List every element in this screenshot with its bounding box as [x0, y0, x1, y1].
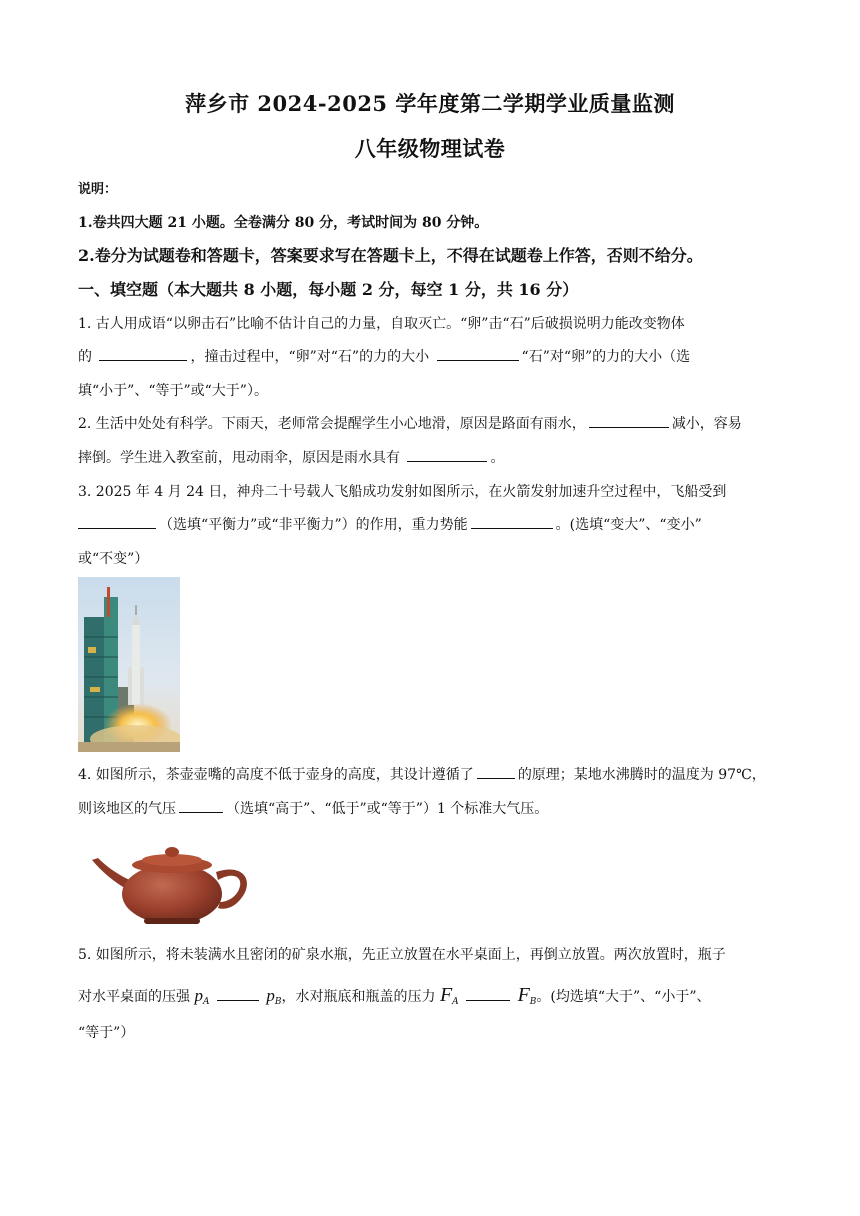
q4-text-c: 则该地区的气压 — [78, 801, 176, 817]
q1-line-1: 1. 古人用成语“以卵击石”比喻不估计自己的力量，自取灭亡。“卵”击“石”后破损说明力能改变物体 — [78, 316, 685, 332]
q5-line-3: “等于”） — [78, 1025, 135, 1041]
pressure-B-symbol: $p_B$ — [266, 986, 282, 1007]
notes-item-1: 1.卷共四大题 21 小题。全卷满分 80 分，考试时间为 80 分钟。 — [78, 215, 489, 231]
q2-line-1 — [78, 413, 742, 433]
q2-text-b: 减小，容易 — [671, 416, 742, 432]
q2-text-c: 摔倒。学生进入教室前，甩动雨伞，原因是雨水具有 — [78, 450, 400, 466]
q1-text-c: “石”对“卵”的力的大小（选 — [521, 349, 691, 365]
teapot-image — [88, 832, 254, 928]
q1-text-a: 的 — [78, 349, 92, 365]
notes-item-2: 2.卷分为试题卷和答题卡，答案要求写在答题卡上，不得在试题卷上作答，否则不给分。 — [78, 246, 703, 265]
q4-text-d: （选填“高于”、“低于”或“等于”）1 个标准大气压。 — [226, 801, 549, 817]
q3-text-a: （选填“平衡力”或“非平衡力”）的作用，重力势能 — [159, 517, 468, 533]
answer-blank[interactable] — [471, 514, 553, 529]
q1-text-b: ，撞击过程中，“卵”对“石”的力的大小 — [190, 349, 430, 365]
answer-blank[interactable] — [477, 764, 515, 779]
answer-blank[interactable] — [217, 986, 259, 1001]
q2-text-a: 2. 生活中处处有科学。下雨天，老师常会提醒学生小心地滑，原因是路面有雨水， — [78, 416, 586, 432]
answer-blank[interactable] — [78, 514, 156, 529]
answer-blank[interactable] — [179, 798, 223, 813]
section-heading: 一、填空题（本大题共 8 小题，每小题 2 分，每空 1 分，共 16 分） — [78, 280, 579, 299]
rocket-launch-image — [78, 577, 180, 752]
q5-text-b: ，水对瓶底和瓶盖的压力 — [281, 989, 436, 1005]
notes-label: 说明： — [78, 182, 118, 197]
q4-line-2 — [78, 798, 548, 818]
q3-line-1: 3. 2025 年 4 月 24 日，神舟二十号载人飞船成功发射如图所示，在火箭发射加速升空过程中，飞船受到 — [78, 484, 727, 500]
q4-text-b: 的原理；某地水沸腾时的温度为 97℃， — [517, 767, 766, 783]
q2-text-d: 。 — [490, 450, 505, 466]
answer-blank[interactable] — [466, 986, 510, 1001]
q2-line-2 — [78, 447, 504, 467]
answer-blank[interactable] — [437, 346, 519, 361]
q4-text-a: 4. 如图所示，茶壶壶嘴的高度不低于壶身的高度，其设计遵循了 — [78, 767, 474, 783]
q3-line-3: 或“不变”） — [78, 551, 149, 567]
q5-line-2 — [78, 984, 711, 1007]
q4-line-1 — [78, 764, 766, 784]
q5-text-a: 对水平桌面的压强 — [78, 989, 190, 1005]
q1-line-2 — [78, 346, 690, 366]
force-B-symbol: $F_B$ — [517, 984, 537, 1007]
q3-line-2 — [78, 514, 702, 534]
answer-blank[interactable] — [589, 413, 669, 428]
answer-blank[interactable] — [407, 447, 487, 462]
q5-text-c: 。(均选填“大于”、“小于”、 — [536, 989, 711, 1005]
q1-line-3: 填“小于”、“等于”或“大于”）。 — [78, 383, 268, 399]
exam-title: 萍乡市 2024-2025 学年度第二学期学业质量监测 — [185, 91, 675, 116]
answer-blank[interactable] — [99, 346, 187, 361]
q5-line-1: 5. 如图所示，将未装满水且密闭的矿泉水瓶，先正立放置在水平桌面上，再倒立放置。两次放置时，瓶子 — [78, 947, 726, 963]
force-A-symbol: $F_A$ — [439, 984, 459, 1007]
pressure-A-symbol: $p_A$ — [194, 986, 210, 1007]
exam-subtitle: 八年级物理试卷 — [354, 136, 506, 161]
q3-text-b: 。(选填“变大”、“变小” — [555, 517, 702, 533]
